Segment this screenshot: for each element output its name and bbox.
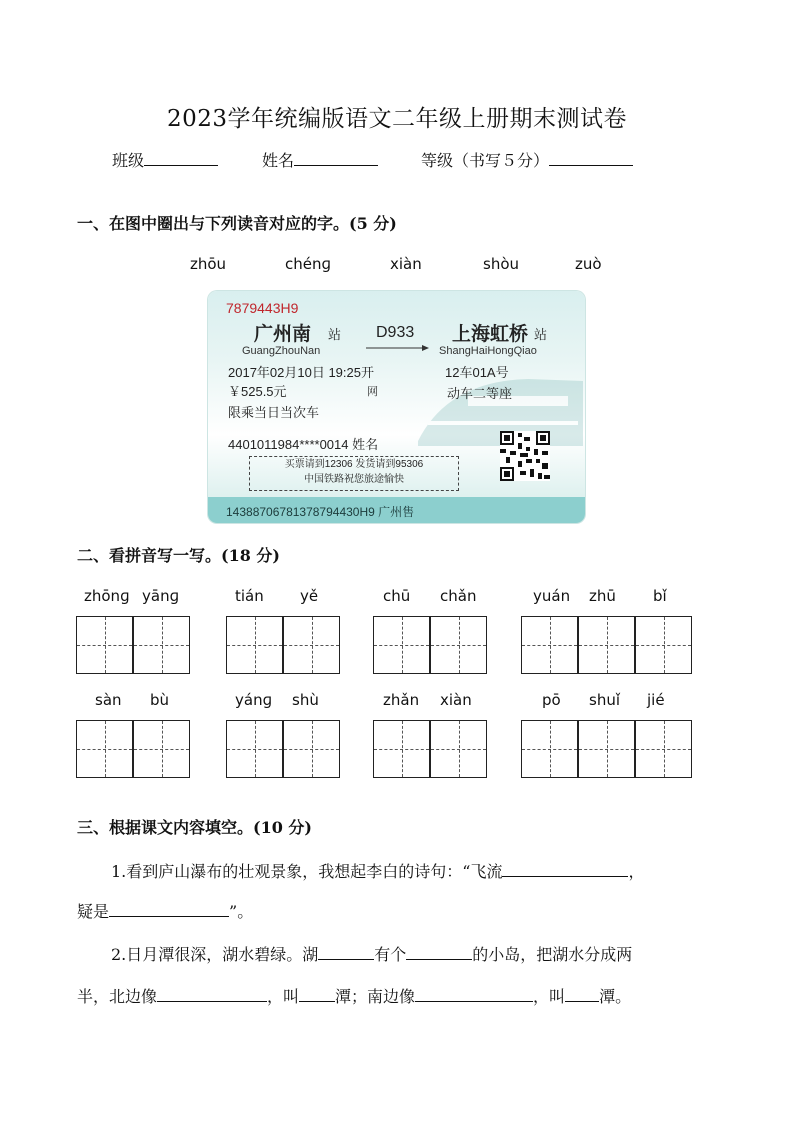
pinyin-syllable: shù (292, 691, 319, 709)
q2-text: 潭。 (599, 987, 632, 1006)
pinyin-item: shòu (483, 255, 520, 273)
notice-line: 买票请到12306 发货请到95306 (284, 459, 424, 470)
net-mark: 网 (367, 386, 378, 398)
writing-cell[interactable] (521, 720, 578, 778)
pinyin-syllable: zhǎn (383, 691, 420, 709)
class-field (112, 148, 218, 171)
writing-cell[interactable] (635, 720, 692, 778)
pinyin-item: xiàn (390, 255, 422, 273)
seat-number: 12车01A号 (445, 365, 509, 380)
name-label: 姓名 (262, 151, 295, 170)
from-pinyin: GuangZhouNan (242, 345, 321, 357)
pinyin-syllable: zhōnɡ (84, 587, 130, 605)
q2-text: ，叫 (533, 987, 566, 1006)
notice-line: 中国铁路祝您旅途愉快 (304, 474, 404, 485)
pinyin-syllable: xiàn (440, 691, 472, 709)
pinyin-syllable: chǎn (440, 587, 477, 605)
grade-field (421, 148, 633, 171)
section1-heading: 一、在图中圈出与下列读音对应的字。(5 分) (77, 214, 397, 233)
pinyin-syllable: sàn (95, 691, 122, 709)
pinyin-syllable: chū (383, 587, 411, 605)
writing-cell[interactable] (283, 720, 340, 778)
pinyin-syllable: shuǐ (589, 691, 620, 709)
name-field (262, 148, 378, 171)
pinyin-syllable: zhū (589, 587, 616, 605)
qr-code-icon (500, 431, 550, 481)
from-station-suffix: 站 (328, 327, 342, 342)
q2-blank-3[interactable] (157, 986, 267, 1002)
class-label: 班级 (112, 151, 145, 170)
passenger-id: 4401011984****0014 姓名 (228, 437, 379, 452)
question-1-line2 (77, 899, 253, 922)
to-station: 上海虹桥 (452, 324, 529, 345)
pinyin-syllable: tián (235, 587, 264, 605)
q2-text: ，叫 (267, 987, 300, 1006)
section2-heading: 二、看拼音写一写。(18 分) (77, 546, 280, 565)
ticket-code-bar (208, 497, 585, 523)
question-2-line2 (77, 984, 631, 1007)
pinyin-item: zhōu (190, 255, 227, 273)
arrow-icon (366, 344, 430, 352)
to-pinyin: ShangHaiHongQiao (439, 345, 537, 357)
pinyin-syllable: yánɡ (235, 691, 273, 709)
question-1-line1 (111, 859, 644, 882)
departure-datetime: 2017年02月10日 19:25开 (228, 365, 374, 380)
train-ticket (208, 291, 585, 523)
ticket-price: ￥525.5元 (228, 384, 287, 399)
writing-cell[interactable] (430, 720, 487, 778)
writing-cell[interactable] (283, 616, 340, 674)
name-blank[interactable] (294, 150, 378, 166)
ticket-notice (249, 456, 459, 491)
writing-cell[interactable] (226, 616, 283, 674)
pinyin-syllable: yuán (533, 587, 571, 605)
ride-limit: 限乘当日当次车 (228, 405, 320, 420)
q1-blank-1[interactable] (502, 861, 628, 877)
writing-cell[interactable] (430, 616, 487, 674)
q2-text: 有个 (374, 945, 407, 964)
q2-text: 半，北边像 (77, 987, 158, 1006)
writing-cell[interactable] (226, 720, 283, 778)
writing-cell[interactable] (578, 720, 635, 778)
q2-blank-2[interactable] (406, 944, 472, 960)
pinyin-syllable: yānɡ (142, 587, 180, 605)
pinyin-item: chénɡ (285, 255, 332, 273)
q2-text: 2.日月潭很深，湖水碧绿。湖 (111, 945, 319, 964)
writing-cell[interactable] (76, 720, 133, 778)
section3-heading: 三、根据课文内容填空。(10 分) (77, 818, 312, 837)
q2-text: 潭；南边像 (335, 987, 416, 1006)
class-blank[interactable] (144, 150, 218, 166)
q1-blank-2[interactable] (109, 901, 229, 917)
pinyin-item: zuò (575, 255, 602, 273)
q2-blank-1[interactable] (318, 944, 374, 960)
writing-cell[interactable] (76, 616, 133, 674)
pinyin-syllable: jié (647, 691, 665, 709)
seat-class: 动车二等座 (447, 386, 513, 401)
q1-text: ”。 (229, 902, 254, 921)
grade-label: 等级（书写５分） (421, 151, 550, 170)
question-2-line1 (111, 942, 632, 965)
pinyin-syllable: bǐ (653, 587, 667, 605)
q1-text: ， (628, 862, 645, 881)
writing-cell[interactable] (635, 616, 692, 674)
writing-cell[interactable] (373, 616, 430, 674)
train-number: D933 (376, 324, 415, 341)
page-title: 2023学年统编版语文二年级上册期末测试卷 (166, 106, 628, 132)
from-station: 广州南 (254, 324, 312, 345)
q2-blank-6[interactable] (565, 986, 599, 1002)
pinyin-syllable: yě (300, 587, 319, 605)
q1-text: 1.看到庐山瀑布的壮观景象，我想起李白的诗句：“飞流 (111, 862, 503, 881)
writing-cell[interactable] (133, 616, 190, 674)
q2-blank-4[interactable] (299, 986, 335, 1002)
writing-cell[interactable] (521, 616, 578, 674)
ticket-code: 14388706781378794430H9 广州售 (226, 505, 415, 519)
grade-blank[interactable] (549, 150, 633, 166)
pinyin-syllable: pō (542, 691, 561, 709)
writing-cell[interactable] (373, 720, 430, 778)
q1-text: 疑是 (77, 902, 110, 921)
ticket-serial: 7879443H9 (226, 300, 299, 316)
writing-cell[interactable] (133, 720, 190, 778)
writing-cell[interactable] (578, 616, 635, 674)
to-station-suffix: 站 (534, 327, 548, 342)
q2-text: 的小岛，把湖水分成两 (472, 945, 633, 964)
q2-blank-5[interactable] (415, 986, 533, 1002)
pinyin-syllable: bù (150, 691, 170, 709)
